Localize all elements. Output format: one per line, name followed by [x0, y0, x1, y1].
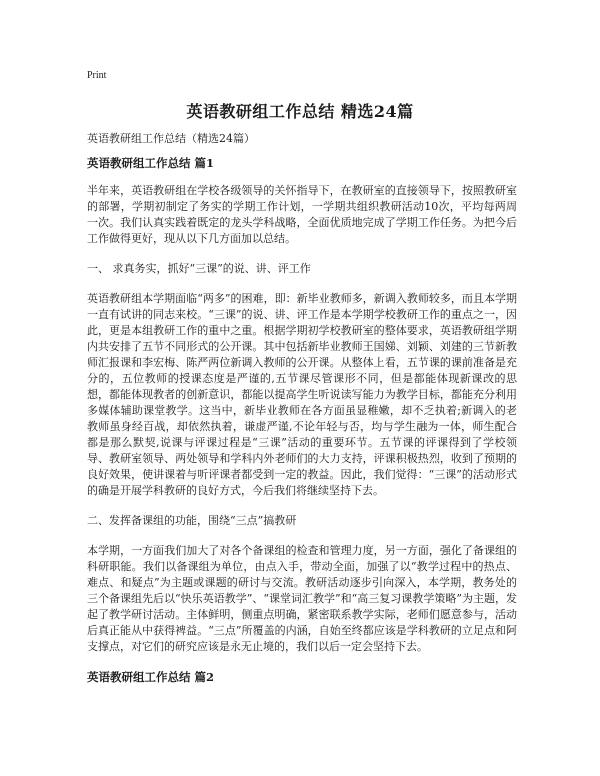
document-subtitle: 英语教研组工作总结（精选24篇）: [87, 132, 255, 145]
article-1-intro-paragraph: 半年来，英语教研组在学校各级领导的关怀指导下，在教研室的直接领导下，按照教研室的部署，学期初制定了务实的学期工作计划，一学期共组织教研活动10次，平均每两周一次。我们认真实践着既定的龙头学科战略，全面优质地完成了学期工作任务。为把今后工作做得更好，现从以下几方面加以总结。: [87, 184, 517, 245]
point-1-title: 一、 求真务实，抓好“三课”的说、讲、评工作: [87, 262, 311, 275]
point-1-body-paragraph: 英语教研组本学期面临“两多”的困难，即：新毕业教师多，新调入教师较多，而且本学期一直有试讲的同志来校。“三课”的说、讲、评工作是本学期学校教研工作的重点之一，因此，更是本组教研工作的重中之重。根据学期初学校教研室的整体要求，英语教研组学期内共安排了五节不同形式的公开课。其中包括新毕业教师王国娣、刘颖、刘建的三节新教师汇报课和李宏梅、陈严两位新调入教师的公开课。从整体上看，五节课的课前准备是充分的，五位教师的授课态度是严谨的,五节课尽管课形不同，但是都能体现新课改的思想，都能体现教者的创新意识，都能以提高学生听说读写能力为教学目标，都能充分利用多媒体辅助课堂教学。这当中，新毕业教师在各方面虽显稚嫩，却不乏执着;新调入的老教师虽身经百战，却依然执着，谦虚严谨,不论年轻与否，均与学生融为一体，师生配合都是那么默契,说课与评课过程是“三课”活动的重要环节。五节课的评课得到了学校领导、教研室领导、两处领导和学科内外老师们的大力支持，评课积极热烈，收到了预期的良好效果，使讲课着与听评课者都受到一定的教益。因此，我们觉得：“三课”的活动形式的确是开展学科教研的良好方式，今后我们将继续坚持下去。: [87, 292, 517, 497]
page-title: 英语教研组工作总结 精选24篇: [186, 102, 414, 121]
article-2-heading: 英语教研组工作总结 篇2: [87, 670, 215, 684]
point-2-body-paragraph: 本学期，一方面我们加大了对各个备课组的检查和管理力度，另一方面，强化了备课组的科研职能。我们以备课组为单位，由点入手，带动全面，加强了以“教学过程中的热点、难点、和疑点”为主题或课题的研讨与交流。教研活动逐步引向深入，本学期，教务处的三个备课组先后以“快乐英语教学”、“课堂词汇教学”和“高三复习课教学策略”为主题，发起了教学研讨活动。主体鲜明，侧重点明确，紧密联系教学实际，老师们愿意参与，活动后真正能从中获得裨益。“三点”所覆盖的内涵，自始至终都应该是学科教研的立足点和阿支撑点，对它们的研究应该是永无止境的，我们以后一定会坚持下去。: [87, 544, 517, 653]
point-2-title: 二、发挥备课组的功能，围绕“三点”搞教研: [87, 514, 297, 527]
print-link[interactable]: Print: [87, 70, 107, 81]
article-content: [87, 131, 517, 697]
article-1-heading: 英语教研组工作总结 篇1: [87, 156, 215, 170]
